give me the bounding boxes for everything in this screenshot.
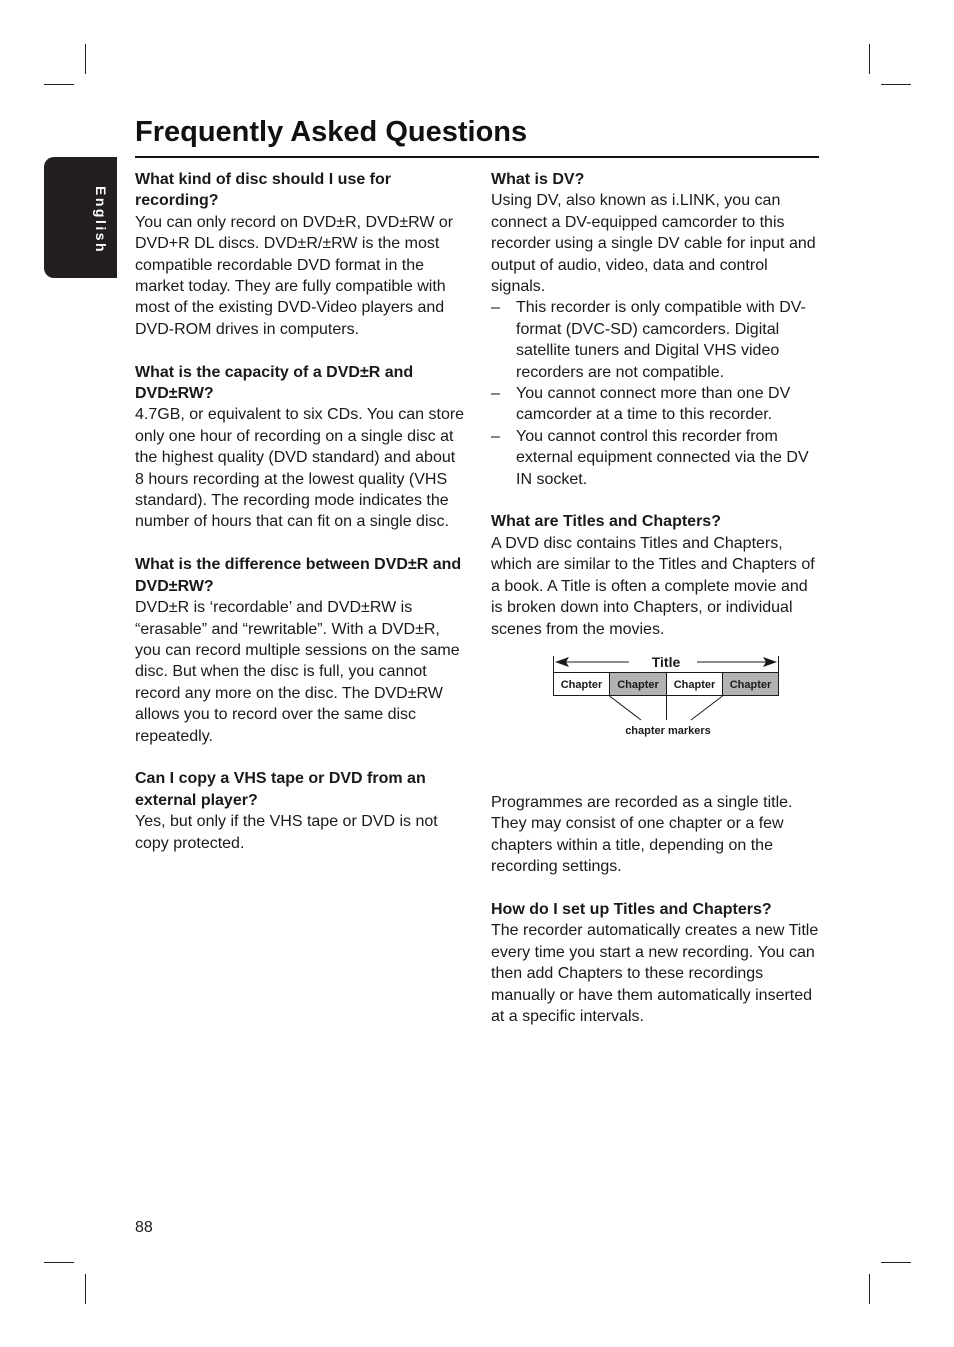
faq-item bbox=[491, 899, 823, 1027]
faq-question: What is the capacity of a DVD±R and DVD±RW? bbox=[135, 363, 414, 403]
faq-question: What is DV? bbox=[491, 171, 585, 188]
chapter-label: Chapter bbox=[560, 678, 603, 691]
page-number: 88 bbox=[135, 1219, 153, 1236]
faq-question: What are Titles and Chapters? bbox=[491, 513, 721, 531]
chapter-label: Chapter bbox=[729, 678, 772, 691]
crop-mark bbox=[44, 1262, 74, 1263]
title-divider bbox=[135, 156, 819, 158]
faq-item bbox=[491, 169, 823, 490]
diagram-title-label: Title bbox=[651, 653, 681, 670]
chapter-label: Chapter bbox=[673, 678, 716, 691]
crop-mark bbox=[44, 84, 74, 85]
faq-question: What is the difference between DVD±R and DVD±RW? bbox=[135, 556, 462, 595]
list-item: – You cannot connect more than one DV camcorder at a time to this recorder. bbox=[491, 383, 823, 426]
faq-answer: Yes, but only if the VHS tape or DVD is not copy protected. bbox=[135, 813, 438, 852]
faq-answer: The recorder automatically creates a new Title every time you start a new recording. You can then add Chapters to these recordings manually or have them automatically inserted at a specific intervals. bbox=[491, 922, 819, 1025]
crop-mark bbox=[85, 1274, 86, 1304]
faq-answer: A DVD disc contains Titles and Chapters, which are similar to the Titles and Chapters of a book. A Title is often a complete movie and is broken down into Chapters, or individual scenes from the movies. bbox=[491, 534, 815, 638]
paragraph-text: Programmes are recorded as a single title. They may consist of one chapter or a few chapters within a title, depending on the recording settings. bbox=[491, 793, 793, 876]
left-column bbox=[135, 169, 465, 875]
diagram-svg bbox=[491, 652, 823, 782]
page-title: Frequently Asked Questions bbox=[135, 116, 528, 148]
faq-answer: DVD±R is ‘recordable’ and DVD±RW is “erasable” and “rewritable”. With a DVD±R, you can record multiple sessions on the same disc. But when the disc is full, you cannot record any more on the disc. The DVD±RW allows you to record over the same disc repeatedly. bbox=[135, 599, 460, 745]
faq-answer: You can only record on DVD±R, DVD±RW or DVD+R DL discs. DVD±R/±RW is the most compatible recordable DVD format in the market today. They are fully compatible with most of the existing DVD-Video players and DVD-ROM drives in computers. bbox=[135, 213, 454, 338]
chapter-marker-pointer bbox=[691, 696, 723, 720]
faq-question: How do I set up Titles and Chapters? bbox=[491, 900, 772, 918]
crop-mark bbox=[869, 44, 870, 74]
faq-question: Can I copy a VHS tape or DVD from an external player? bbox=[135, 770, 426, 809]
faq-item bbox=[135, 768, 465, 854]
title-chapter-diagram bbox=[491, 652, 823, 782]
crop-mark bbox=[881, 1262, 911, 1263]
dv-notes-list bbox=[491, 297, 823, 490]
crop-mark bbox=[881, 84, 911, 85]
right-column bbox=[491, 169, 823, 1049]
faq-item bbox=[135, 169, 465, 340]
faq-question: What kind of disc should I use for recording? bbox=[135, 171, 392, 210]
faq-answer: Using DV, also known as i.LINK, you can connect a DV-equipped camcorder to this recorder using a single DV cable for input and output of audio, video, data and control signals. bbox=[491, 192, 816, 296]
chapter-label: Chapter bbox=[617, 678, 659, 691]
crop-mark bbox=[869, 1274, 870, 1304]
chapter-marker-pointer bbox=[610, 696, 642, 720]
faq-answer: 4.7GB, or equivalent to six CDs. You can store only one hour of recording on a single disc at the highest quality (DVD standard) and about 8 hours recording at the lowest quality (VHS standard). The recording mode indicates the number of hours that can fit on a single disc. bbox=[135, 406, 465, 531]
programmes-paragraph bbox=[491, 792, 823, 878]
list-item: – This recorder is only compatible with DV-format (DVC-SD) camcorders. Digital satellite tuners and Digital VHS video recorders are not compatible. bbox=[491, 297, 823, 383]
faq-item bbox=[135, 554, 465, 747]
language-tab-label: English bbox=[93, 186, 109, 255]
list-item: – You cannot control this recorder from external equipment connected via the DV IN socket. bbox=[491, 426, 823, 490]
chapter-markers-label: chapter markers bbox=[625, 724, 711, 737]
faq-item bbox=[135, 362, 465, 533]
faq-item bbox=[491, 511, 823, 639]
crop-mark bbox=[85, 44, 86, 74]
